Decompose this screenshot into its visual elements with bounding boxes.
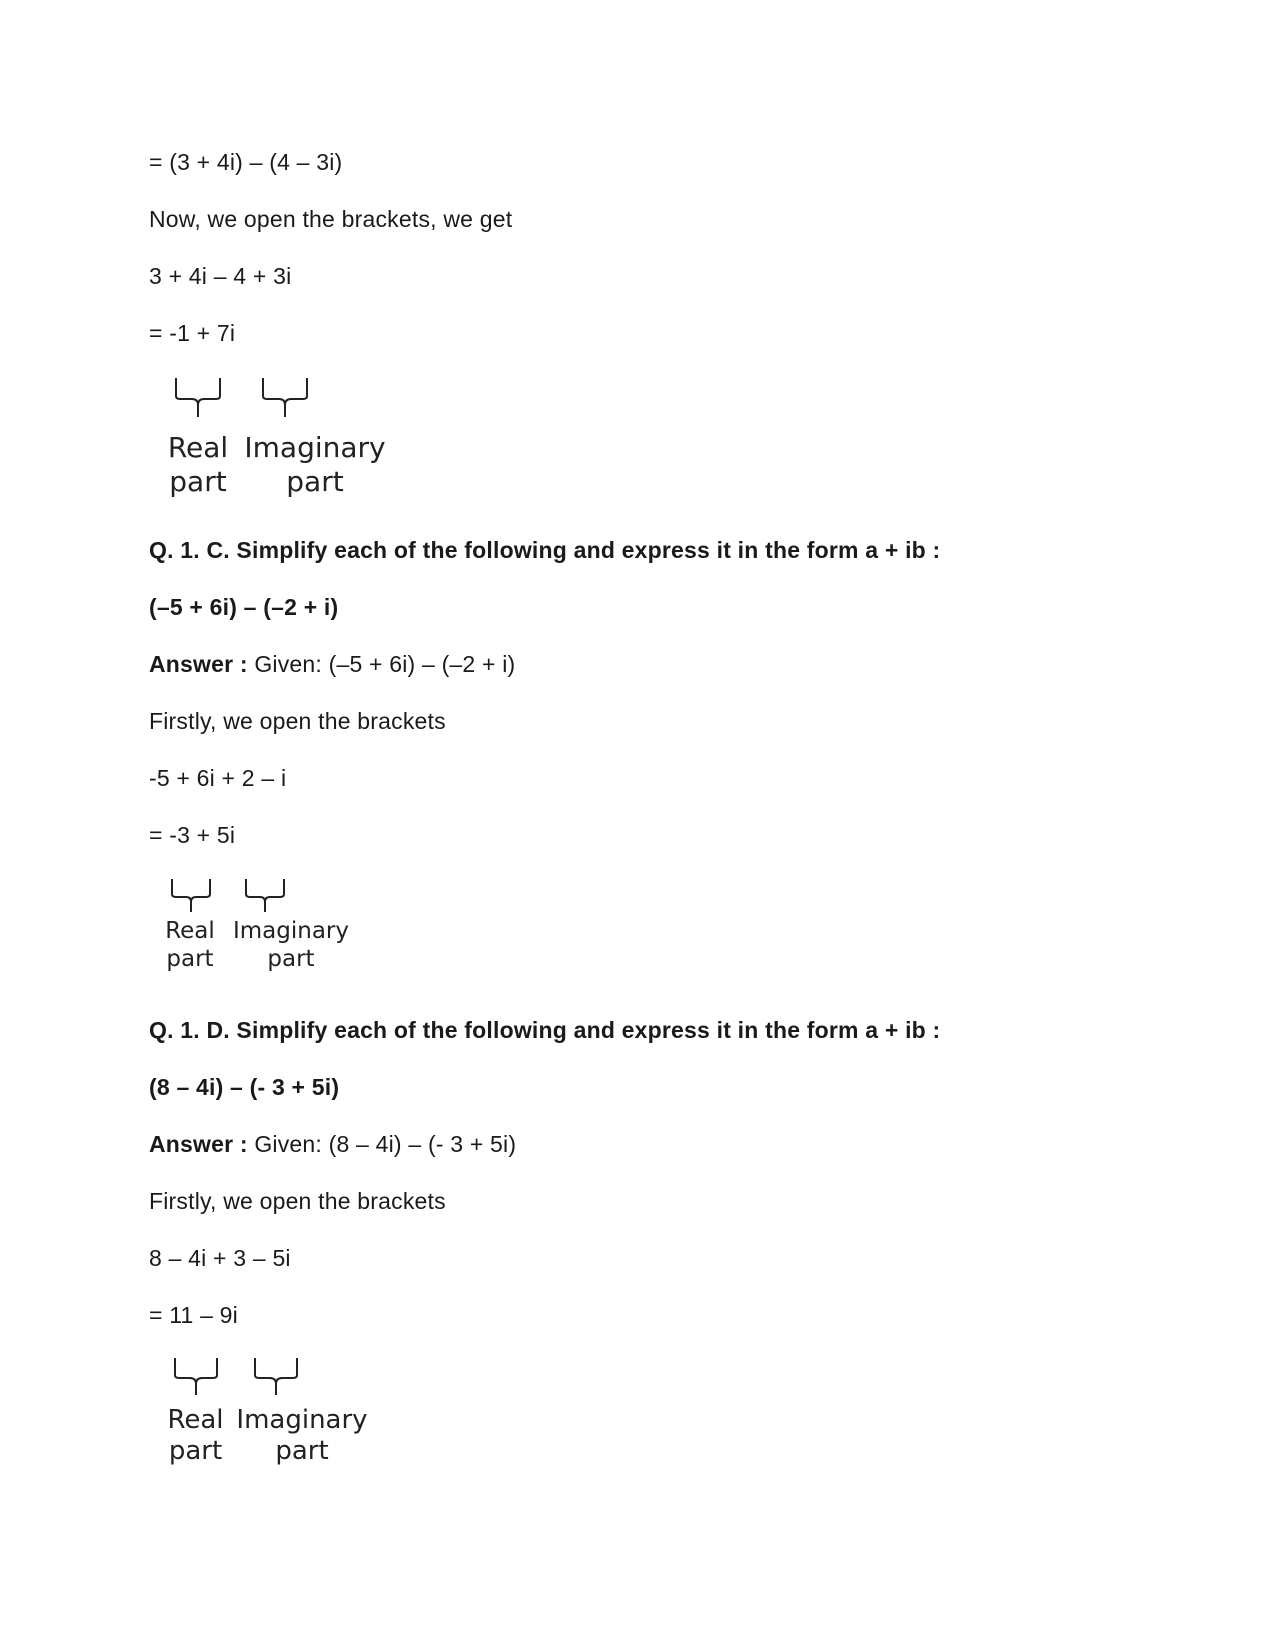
answer-line [149,1130,516,1158]
real-imaginary-diagram [162,876,372,986]
text-line: Now, we open the brackets, we get [149,206,513,232]
answer-line [149,650,515,678]
answer-text: Given: (8 – 4i) – (- 3 + 5i) [247,1131,517,1157]
real-part-label: Real part [165,918,215,972]
question-expression: (–5 + 6i) – (–2 + i) [149,594,339,620]
imaginary-part-label: Imaginary part [244,431,386,498]
question-expression: (8 – 4i) – (- 3 + 5i) [149,1074,340,1100]
brace-icon [165,375,405,435]
answer-label: Answer : [149,1131,248,1157]
equation-line: -5 + 6i + 2 – i [149,765,287,791]
text-line: Firstly, we open the brackets [149,1188,446,1214]
real-imaginary-diagram [165,375,405,500]
real-imaginary-diagram [164,1355,389,1475]
result-line: = -1 + 7i [149,320,236,346]
question-title: Q. 1. C. Simplify each of the following and express it in the form a + ib : [149,537,941,563]
result-line: = -3 + 5i [149,822,236,848]
equation-line: 3 + 4i – 4 + 3i [149,263,292,289]
answer-text: Given: (–5 + 6i) – (–2 + i) [247,651,516,677]
imaginary-part-label: Imaginary part [236,1405,368,1467]
equation-line: 8 – 4i + 3 – 5i [149,1245,291,1271]
imaginary-part-label: Imaginary part [232,918,349,972]
equation-line: = (3 + 4i) – (4 – 3i) [149,149,343,175]
question-title: Q. 1. D. Simplify each of the following and express it in the form a + ib : [149,1017,941,1043]
answer-label: Answer : [149,651,248,677]
result-line: = 11 – 9i [149,1302,238,1328]
real-part-label: Real part [167,1405,224,1467]
text-line: Firstly, we open the brackets [149,708,446,734]
real-part-label: Real part [167,431,229,498]
brace-icon [164,1355,389,1410]
